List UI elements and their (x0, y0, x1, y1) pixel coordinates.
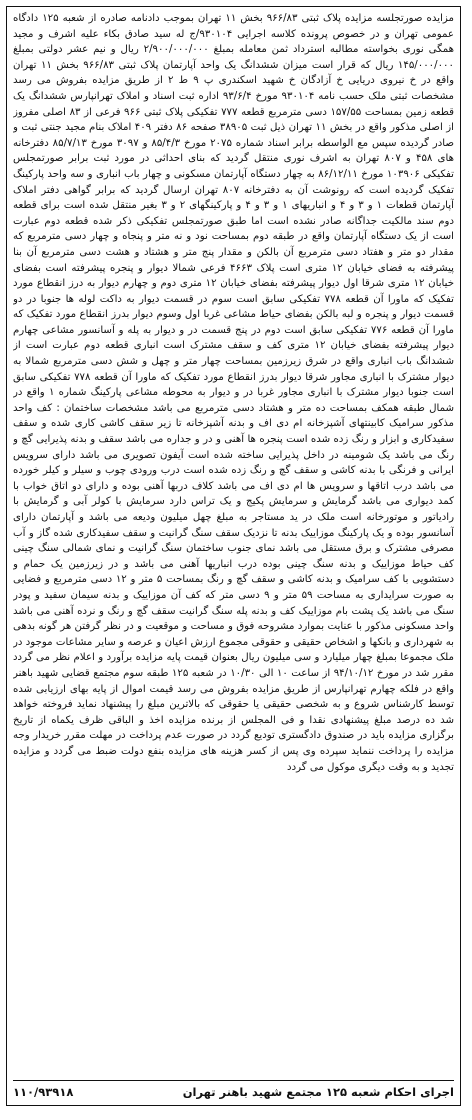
reference-number: ۱۱۰/۹۳۹۱۸ (13, 1085, 74, 1099)
auction-notice-text: مزایده صورتجلسه مزایده پلاک ثبتی ۹۶۶/۸۳ بخش ۱۱ تهران بموجب دادنامه صادره از شعبه ۱۲۵ دادگاه عمومی تهران و در خصوص پرونده کلاسه اجرایی ۹۳۰۱۰۴/ج له سید صادق بکاء علیه اشرف و مجید همگی نوری بخواسته مطالبه استرداد ثمن معامله بمبلغ ۲/۹۰۰/۰۰۰/۰۰۰ ریال و نیم عشر دولتی بمبلغ ۱۴۵/۰۰۰/۰۰۰ ریال که قرار است میزان ششدانگ یک واحد آپارتمان پلاک ثبتی ۹۶۶/۸۳ بخش ۱۱ تهران واقع در خ نیروی دریایی خ آزادگان خ شهید اسکندری پ ۹ ط ۲ از طریق مزایده بفروش می رسد مشخصات ثبتی ملک حسب نامه ۹۳۰۱۰۴ مورخ ۹۳/۶/۴ اداره ثبت اسناد و املاک تهرانپارس ششدانگ یک قطعه زمین بمساحت ۱۵۷/۵۵ دسی مترمربع قطعه ۷۷۷ تفکیکی پلاک ثبتی ۹۶۶ فرعی از ۸۳ اصلی مفروز از اصلی مذکور واقع در بخش ۱۱ تهران ذیل ثبت ۳۸۹۰۵ صفحه ۸۶ دفتر ۴۰۹ املاک بنام مجید جنتی ثبت و صادر گردیده سپس مع الواسطه برابر اسناد شماره ۲۰۷۵ مورخ ۸۵/۴/۳ و ۳۰۹۷ مورخ ۸۵/۷/۱۳ دفترخانه های ۴۵۸ و ۸۰۷ تهران به اشرف نوری منتقل گردید که بنای احداثی در مورد ثبت برابر صورتمجلس تفکیکی ۱۰۳۹۰۶ مورخ ۸۶/۱۲/۱۱ به چهار دستگاه آپارتمان مسکونی و چهار باب انباری و سه واحد پارکینگ تفکیک گردیده است که رونوشت آن به دفترخانه ۸۰۷ تهران ارسال گردید که برابر گواهی دفتر املاک آپارتمان قطعات ۱ و ۳ و ۴ و انباریهای ۱ و ۳ و ۴ و پارکینگهای ۲ و ۳ بغیر منتقل شده است برای قطعه دوم سند مالکیت جداگانه صادر نشده است اما طبق صورتمجلس تفکیکی ذکر شده قطعه دوم عبارت است از یک دستگاه آپارتمان واقع در طبقه دوم بمساحت نود و نه متر و پنجاه و چهار دسی مترمربع که مقدار دو متر و هفتاد دسی مترمربع آن بالکن و مقدار پنج متر و هشتاد و هشت دسی مترمربع آن بنا پیشرفته به فضای خیابان ۱۲ متری است پلاک ۴۶۶۳ فرعی شمالا دیوار و پنجره پیشرفته است بفضای خیابان ۱۲ متری شرقا اول دیوار پیشرفته بفضای خیابان ۱۲ متری دوم و چهارم دیوار به درز انقطاع مورد تفکیک که ماورا آن قطعه ۷۷۸ تفکیکی سابق است سوم در قسمت دیوار به داکت لوله ها جنوبا در دو قسمت دیوار و پنجره و لبه بالکن بفضای حیاط مشاعی غربا اول وسوم دیوار بدرز انقطاع مورد تفکیک که ماورا آن قطعه ۷۷۶ تفکیکی سابق است دوم در پنج قسمت در و دیوار به پله و آسانسور مشاعی چهارم دیوار پیشرفته بفضای خیابان ۱۲ متری کف و سقف مشترک است انباری قطعه دوم عبارت است از ششدانگ باب انباری واقع در شرق زیرزمین بمساحت چهار متر و چهل و شش دسی مترمربع شمالا به دیوار مشترک با انباری مجاور شرقا دیوار بدرز انقطاع مورد تفکیک که ماورا آن قطعه ۷۷۸ تفکیکی سابق است جنوبا دیوار مشترک با انباری مجاور غربا در و دیوار به محوطه مشاعی پارکینگ شماره ۱ واقع در شمال طبقه همکف بمساحت ده متر و هشتاد دسی مترمربع می باشد مشخصات ساختمان : کف واحد مذکور سرامیک کابینتهای آشپزخانه ام دی اف و بدنه آشپزخانه تا زیر سقف کاشی کاری شده و سقف سفیدکاری و ابزار و رنگ زده شده است پنجره ها آهنی و در و جداره می باشد سقف و بدنه پذیرایی گچ و رنگ می باشد یک شومینه در داخل پذیرایی ساخته شده است آیفون تصویری می باشد دارای سرویس ایرانی و فرنگی با بدنه کاشی و سقف گچ و رنگ زده شده است درب ورودی چوب و سیلر و کیلر خورده می باشد درب اتاقها و سرویس ها ام دی اف می باشد کلاف دربها آهنی بوده و دارای دو اتاق خواب با کمد دیواری می باشد گرمایش و سرمایش پکیج و یک تراس دارد سرمایش با کولر آبی و گرمایش با رادیاتور و موتورخانه است ملک در ید مستاجر به مبلغ چهل میلیون ودیعه می باشد و آپارتمان دارای آسانسور بوده و یک پارکینگ موزاییک بدنه تا نزدیک سقف سنگ گرانیت و سقف سفیدکاری شده گاز و آب مصرفی مشترک و برق مستقل می باشد نمای جنوب ساختمان سنگ گرانیت و نمای شمالی سنگ چینی کف حیاط موزاییک و بدنه سنگ چینی بوده درب انباریها آهنی می باشد و در زیرزمین یک حمام و دستشویی با کف سرامیک و بدنه کاشی و سقف گچ و رنگ بمساحت ۵ متر و ۱۲ دسی مترمربع و فضایی به صورت سرایداری به مساحت ۵۹ متر و ۹ دسی متر که کف آن موزاییک و بدنه سیمان سفید و پودر سنگ می باشد یک پشت بام موزاییک کف و بدنه پله سنگ گرانیت سقف گچ و رنگ و نرده آهنی می باشد واحد مسکونی مذکور با عنایت بموارد مشروحه فوق و مساحت و موقعیت و در نظر گرفتن هر گونه بدهی به شهرداری و بانکها و اشخاص حقیقی و حقوقی مجموع ارزش اعیان و عرصه و سایر مشاعات موجود در ملک مجموعا بمبلغ چهار میلیارد و سی میلیون ریال بعنوان قیمت پایه مزایده برآورد و اعلام نظر می گردد مقرر شد در مورخ ۹۴/۱۰/۱۲ از ساعت ۱۰ الی ۱۰/۳۰ در شعبه ۱۲۵ طبقه سوم مجتمع قضایی شهید باهنر واقع در فلکه چهارم تهرانپارس از طریق مزایده بفروش می رسد قیمت اموال از پایه بهای ارزیابی شده توسط کارشناس شروع و به شخصی حقیقی یا حقوقی که بالاترین مبلغ را پیشنهاد نماید فروخته خواهد شد ده درصد مبلغ پیشنهادی نقدا و فی المجلس از برنده مزایده اخذ و الباقی ظرف یکماه از تاریخ برگزاری مزایده باید در صندوق دادگستری تودیع گردد در صورت عدم پرداخت در مهلت مقرر خریدار وجه مزایده را پرداخت ننماید سپرده وی پس از کسر هزینه های مزایده بنفع دولت ضبط می گردد و مزایده تجدید و به وقت دیگری موکول می گردد (13, 13, 454, 773)
notice-footer (13, 1080, 454, 1099)
issuer-signature: اجرای احکام شعبه ۱۲۵ مجتمع شهید باهنر تهران (182, 1085, 454, 1099)
legal-notice-box (6, 6, 461, 1106)
